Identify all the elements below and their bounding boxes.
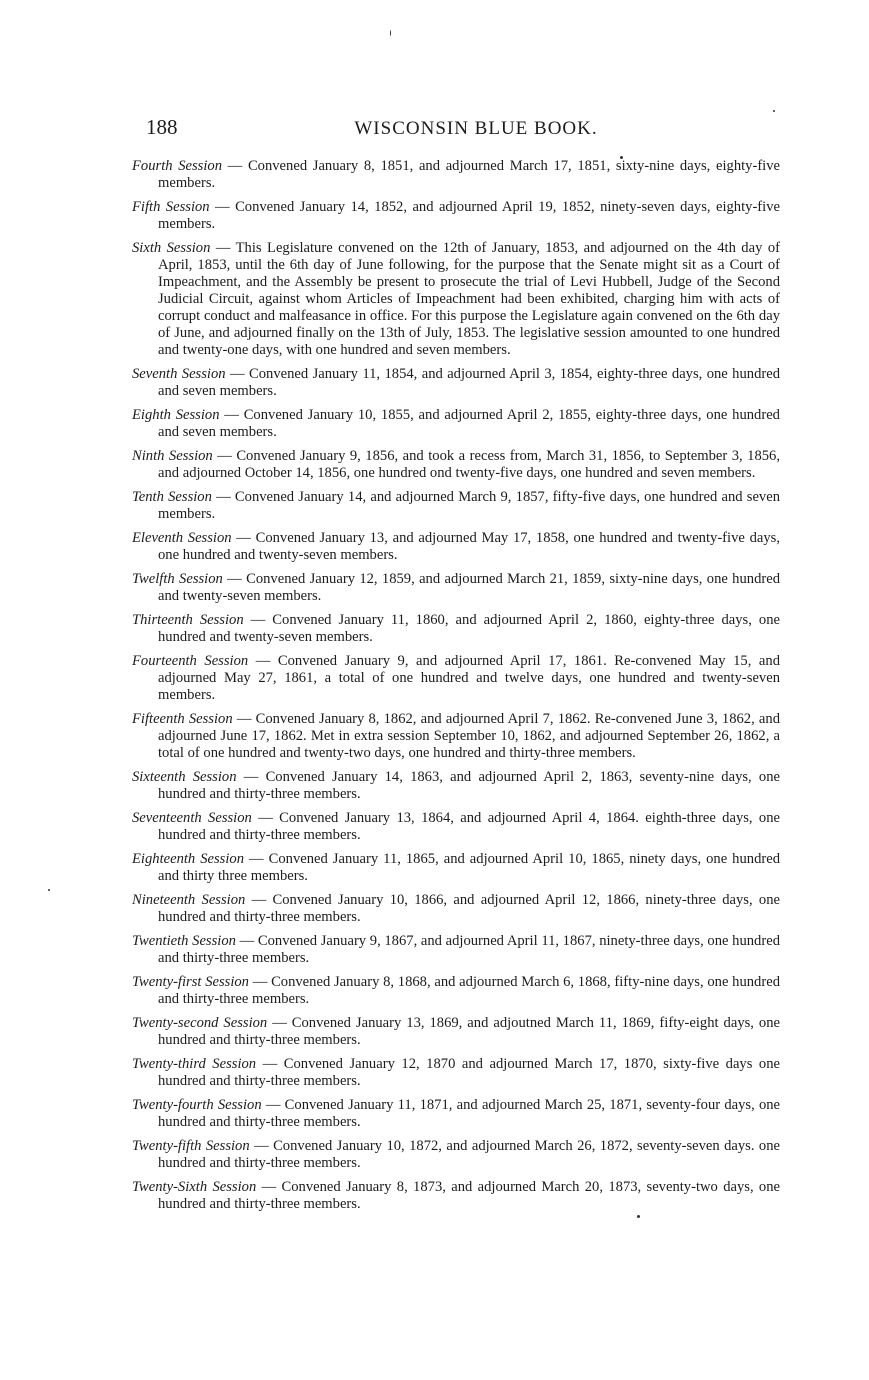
- em-dash: —: [249, 1138, 274, 1154]
- session-name: Twenty-first Session: [132, 974, 249, 990]
- session-entry: [132, 240, 780, 359]
- session-description: Convened January 11, 1871, and adjourned March 25, 1871, seventy-four days, one hundred and thirty-three members.: [158, 1097, 781, 1130]
- session-name: Tenth Session: [132, 489, 212, 505]
- session-entry: [132, 1097, 780, 1131]
- em-dash: —: [225, 366, 249, 382]
- em-dash: —: [222, 571, 247, 587]
- em-dash: —: [256, 1056, 284, 1072]
- session-list: [132, 158, 780, 1213]
- session-entry: [132, 1179, 780, 1213]
- session-name: Ninth Session: [132, 448, 213, 464]
- session-entry: [132, 769, 780, 803]
- em-dash: —: [222, 158, 248, 174]
- session-description: Convened January 14, 1852, and adjourned April 19, 1852, ninety-seven days, eighty-five members.: [158, 199, 780, 232]
- em-dash: —: [211, 489, 235, 505]
- session-name: Fourth Session: [132, 158, 222, 174]
- session-description: Convened January 12, 1859, and adjourned March 21, 1859, sixty-nine days, one hundred and twenty-seven members.: [158, 571, 780, 604]
- session-entry: [132, 1138, 780, 1172]
- em-dash: —: [231, 530, 256, 546]
- em-dash: —: [248, 653, 278, 669]
- session-name: Nineteenth Session: [132, 892, 246, 908]
- em-dash: —: [212, 448, 237, 464]
- session-description: This Legislature convened on the 12th of January, 1853, and adjourned on the 4th day of April, 1853, until the 6th day of June following, for the purpose that the Senate might sit as a Court of Impeachment, and the Assembly be present to prosecute the trial of Levi Hubbell, Judge of the Second Judicial Circuit, against whom Articles of Impeachment had been exhibited, charging him with acts of corrupt conduct and malfeasance in office. For this purpose the Legislature again convened on the 6th day of June, and adjourned finally on the 13th of July, 1853. The legislative session amounted to one hundred and twenty-one days, with one hundred and seven members.: [158, 240, 780, 358]
- session-name: Seventh Session: [132, 366, 226, 382]
- session-name: Twenty-fifth Session: [132, 1138, 250, 1154]
- scan-speck: [390, 30, 391, 36]
- em-dash: —: [219, 407, 244, 423]
- session-entry: [132, 851, 780, 885]
- session-description: Convened January 9, 1856, and took a recess from, March 31, 1856, to September 3, 1856, and adjourned October 14, 1856, one hundred ond twenty-five days, one hundred and seven members.: [158, 448, 780, 481]
- session-name: Twentieth Session: [132, 933, 236, 949]
- session-name: Eleventh Session: [132, 530, 232, 546]
- session-entry: [132, 489, 780, 523]
- em-dash: —: [244, 851, 269, 867]
- session-entry: [132, 933, 780, 967]
- session-entry: [132, 366, 780, 400]
- scan-speck: [48, 889, 50, 891]
- em-dash: —: [243, 612, 273, 628]
- em-dash: —: [210, 240, 236, 256]
- session-entry: [132, 199, 780, 233]
- session-description: Convened January 8, 1873, and adjourned March 20, 1873, seventy-two days, one hundred and thirty-three members.: [158, 1179, 781, 1212]
- em-dash: —: [256, 1179, 282, 1195]
- session-name: Fifth Session: [132, 199, 210, 215]
- session-description: Convened January 13, 1864, and adjourned April 4, 1864. eighth-three days, one hundred and thirty-three members.: [158, 810, 781, 843]
- session-name: Twelfth Session: [132, 571, 223, 587]
- session-description: Convened January 11, 1854, and adjourned April 3, 1854, eighty-three days, one hundred and seven members.: [158, 366, 781, 399]
- em-dash: —: [235, 933, 258, 949]
- session-entry: [132, 448, 780, 482]
- em-dash: —: [248, 974, 272, 990]
- session-name: Sixteenth Session: [132, 769, 237, 785]
- em-dash: —: [245, 892, 273, 908]
- em-dash: —: [267, 1015, 292, 1031]
- page-header: [132, 112, 780, 152]
- session-name: Sixth Session: [132, 240, 211, 256]
- session-entry: [132, 571, 780, 605]
- session-description: Convened January 8, 1862, and adjourned April 7, 1862. Re-convened June 3, 1862, and adjourned June 17, 1862. Met in extra session September 10, 1862, and adjourned September 26, 1862, a total of one hundred and twenty-two days, one hundred and thirty-three members.: [158, 711, 780, 761]
- session-name: Eighth Session: [132, 407, 220, 423]
- session-entry: [132, 653, 780, 704]
- session-entry: [132, 158, 780, 192]
- session-description: Convened January 8, 1851, and adjourned March 17, 1851, sixty-nine days, eighty-five members.: [158, 158, 781, 191]
- session-name: Twenty-Sixth Session: [132, 1179, 257, 1195]
- session-entry: [132, 892, 780, 926]
- session-description: Convened January 10, 1872, and adjourned March 26, 1872, seventy-seven days. one hundred and thirty-three members.: [158, 1138, 780, 1171]
- session-description: Convened January 14, 1863, and adjourned April 2, 1863, seventy-nine days, one hundred and thirty-three members.: [158, 769, 781, 802]
- em-dash: —: [236, 769, 266, 785]
- session-entry: [132, 1056, 780, 1090]
- session-description: Convened January 9, and adjourned April 17, 1861. Re-convened May 15, and adjourned May 27, 1861, a total of one hundred and twelve days, one hundred and twenty-seven members.: [158, 653, 780, 703]
- session-description: Convened January 13, 1869, and adjoutned March 11, 1869, fifty-eight days, one hundred and thirty-three members.: [158, 1015, 780, 1048]
- session-entry: [132, 407, 780, 441]
- session-entry: [132, 530, 780, 564]
- session-description: Convened January 10, 1866, and adjourned April 12, 1866, ninety-three days, one hundred and thirty-three members.: [158, 892, 781, 925]
- session-description: Convened January 10, 1855, and adjourned April 2, 1855, eighty-three days, one hundred and seven members.: [158, 407, 780, 440]
- session-name: Eighteenth Session: [132, 851, 245, 867]
- session-description: Convened January 9, 1867, and adjourned April 11, 1867, ninety-three days, one hundred and thirty-three members.: [158, 933, 780, 966]
- page-number: 188: [146, 115, 178, 139]
- book-page: [132, 112, 780, 1220]
- em-dash: —: [251, 810, 280, 826]
- session-name: Thirteenth Session: [132, 612, 244, 628]
- session-description: Convened January 8, 1868, and adjourned March 6, 1868, fifty-nine days, one hundred and thirty-three members.: [158, 974, 780, 1007]
- session-name: Fifteenth Session: [132, 711, 233, 727]
- em-dash: —: [232, 711, 256, 727]
- session-description: Convened January 11, 1865, and adjourned April 10, 1865, ninety days, one hundred and thirty three members.: [158, 851, 781, 884]
- session-description: Convened January 11, 1860, and adjourned April 2, 1860, eighty-three days, one hundred and twenty-seven members.: [158, 612, 780, 645]
- session-description: Convened January 14, and adjourned March 9, 1857, fifty-five days, one hundred and seven members.: [158, 489, 780, 522]
- session-name: Twenty-second Session: [132, 1015, 268, 1031]
- running-head-title: WISCONSIN BLUE BOOK.: [354, 118, 598, 139]
- session-entry: [132, 711, 780, 762]
- em-dash: —: [261, 1097, 285, 1113]
- session-entry: [132, 810, 780, 844]
- session-entry: [132, 1015, 780, 1049]
- session-name: Fourteenth Session: [132, 653, 249, 669]
- session-name: Seventeenth Session: [132, 810, 252, 826]
- em-dash: —: [209, 199, 236, 215]
- session-name: Twenty-fourth Session: [132, 1097, 262, 1113]
- session-description: Convened January 12, 1870 and adjourned March 17, 1870, sixty-five days one hundred and thirty-three members.: [158, 1056, 781, 1089]
- session-entry: [132, 612, 780, 646]
- session-description: Convened January 13, and adjourned May 17, 1858, one hundred and twenty-five days, one hundred and twenty-seven members.: [158, 530, 780, 563]
- session-name: Twenty-third Session: [132, 1056, 257, 1072]
- session-entry: [132, 974, 780, 1008]
